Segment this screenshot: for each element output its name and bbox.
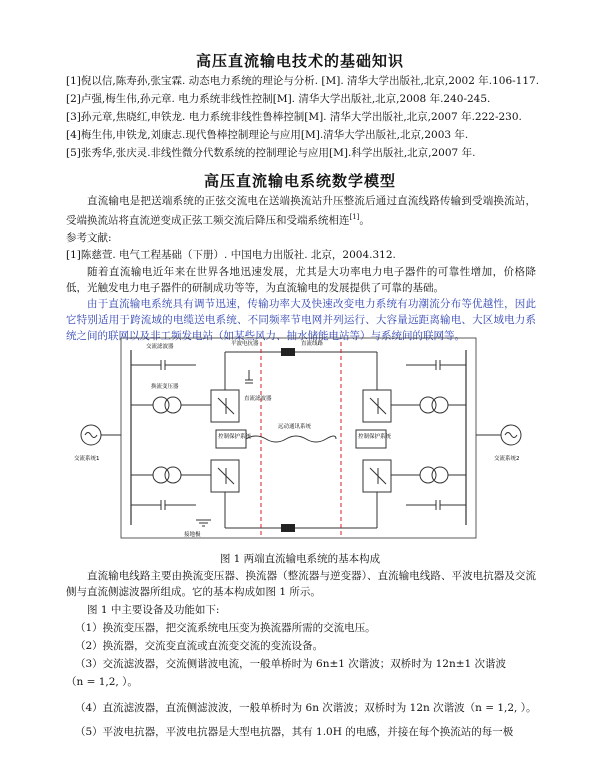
reference-5: [5]张秀华,张庆灵.非线性微分代数系统的控制理论与应用[M].科学出版社,北京,2007 年.: [66, 147, 476, 159]
transformer-right-bottom: [420, 467, 448, 483]
converter-left-top: [211, 390, 239, 422]
label-control-left: 控制保护系统: [218, 434, 252, 440]
label-smoothing-reactor: 平波电抗器: [231, 341, 259, 347]
label-converter-transformer: 换流变压器: [151, 384, 179, 390]
paragraph-advantages: 由于直流输电系统具有调节迅速，传输功率大及快速改变电力系统有功潮流分布等优越性，因此它特别适用于跨流域的电缆送电系统、不同频率节电网并列运行、大容量远距离输电、大区域电力系统之间的联网以及非工频发电站（如某些风力、抽水储能电站等）与系统间的联网等。: [66, 298, 536, 342]
converter-left-bottom: [211, 460, 239, 492]
reference-2: [2]卢强,梅生伟,孙元章. 电力系统非线性控制[M]. 清华大学出版社,北京,2008 年.240-245.: [66, 93, 491, 105]
label-control-right: 控制保护系统: [358, 434, 392, 440]
label-ground: 接地极: [184, 532, 201, 538]
diagram-frame: [121, 338, 476, 538]
ac-filter-left: [131, 360, 196, 510]
ground-symbol: [196, 520, 211, 526]
ac-filter-right: [406, 360, 466, 510]
reference-single: [1]陈慈萱. 电气工程基础（下册）. 中国电力出版社. 北京，2004.312.: [66, 249, 396, 261]
list-item-2: （2）换流器，交流变直流或直流变交流的变流设备。: [75, 640, 324, 652]
list-item-5: （5）平波电抗器，平波电抗器是大型电抗器，其有 1.0H 的电感，并接在每个换流站的每一极: [75, 726, 514, 738]
refs-label: 参考文献:: [66, 232, 112, 244]
converter-right-bottom: [363, 460, 391, 492]
hvdc-diagram: [66, 330, 536, 545]
intro-text: 直流输电是把送端系统的正弦交流电在送端换流站升压整流后通过直流线路传输到受端换流站，受端换流站将直流逆变成正弦工频交流后降压和受端系统相连: [66, 195, 536, 227]
label-ac-sys-left: 交流系统1: [74, 456, 100, 462]
title-model: 高压直流输电系统数学模型: [203, 172, 396, 190]
paragraph-components: 直流输电线路主要由换流变压器、换流器（整流器与逆变器）、直流输电线路、平波电抗器及交流侧与直流侧滤波器所组成。它的基本构成如图 1 所示。: [66, 570, 536, 598]
intro-paragraph: [66, 193, 536, 229]
label-dc-filter: 直流滤波器: [244, 396, 272, 402]
reference-4: [4]梅生伟,申铁龙,刘康志.现代鲁棒控制理论与应用[M].清华大学出版社,北京,2003 年.: [66, 129, 469, 141]
label-ac-filter: 交流滤波器: [146, 344, 174, 350]
reference-3: [3]孙元章,焦晓红,申铁龙. 电力系统非线性鲁棒控制[M]. 清华大学出版社,北京,2007 年.222-230.: [66, 111, 522, 123]
figure-caption: 图 1 两端直流输电系统的基本构成: [219, 553, 381, 565]
intro-end: 。: [359, 214, 370, 227]
title-basics: 高压直流输电技术的基础知识: [195, 52, 404, 70]
telecom-link: [246, 436, 336, 442]
smoothing-reactor-top: [281, 348, 295, 356]
transformer-left-bottom: [153, 467, 181, 483]
reference-1: [1]倪以信,陈寿孙,张宝霖. 动态电力系统的理论与分析. [M]. 清华大学出版社,北京,2002 年.106-117.: [66, 75, 540, 87]
label-dc-line: 直流线路: [301, 341, 324, 347]
paragraph-list-intro: 图 1 中主要设备及功能如下:: [87, 604, 220, 616]
list-item-4: （4）直流滤波器，直流侧滤波波，一般单桥时为 6n 次谐波；双桥时为 12n 次谐波（n = 1,2, ）。: [75, 702, 537, 714]
label-telecom: 远动通讯系统: [278, 424, 312, 430]
transformer-left-top: [153, 397, 181, 413]
dc-filter-left: [245, 370, 253, 383]
list-item-3: （3）交流滤波器，交流侧谐波电流，一般单桥时为 6n±1 次谐波；双桥时为 12n±1 次谐波: [75, 658, 507, 670]
smoothing-reactor-bottom: [281, 524, 295, 532]
list-item-3-cont: （n = 1,2, ）。: [66, 676, 138, 688]
transformer-right-top: [420, 397, 448, 413]
paragraph-development: 随着直流输电近年来在世界各地迅速发展，尤其是大功率电力电子器件的可靠性增加，价格降低，光触发电力电子器件的研制成功等等，为直流输电的发展提供了可靠的基础。: [66, 266, 536, 294]
label-ac-sys-right: 交流系统2: [494, 456, 520, 462]
list-item-1: （1）换流变压器，把交流系统电压变为换流器所需的交流电压。: [75, 622, 376, 634]
converter-right-top: [363, 390, 391, 422]
intro-citation: [1]: [349, 213, 360, 221]
